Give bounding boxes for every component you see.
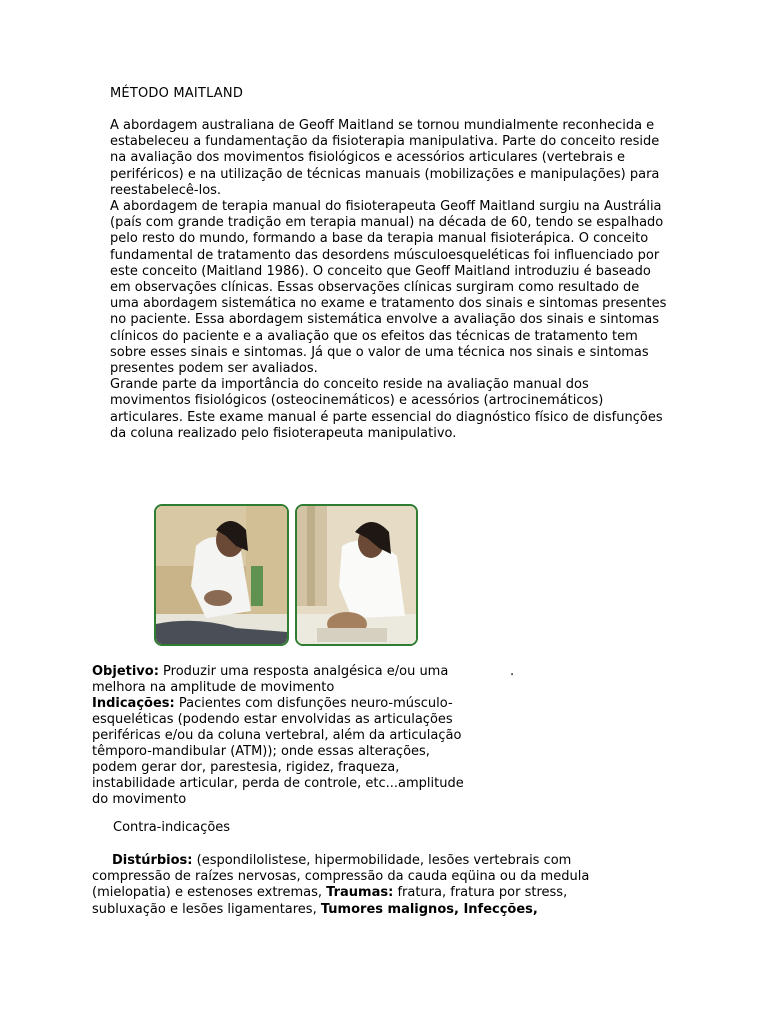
therapy-photo-knee bbox=[154, 504, 289, 646]
objetivo-label: Objetivo: bbox=[92, 664, 159, 679]
intro-paragraph: A abordagem australiana de Geoff Maitland se tornou mundialmente reconhecida e estabeleceu a fundamentação da fisioterapia manipulativa. Parte do conceito reside na avaliação dos movimentos fisiológicos e acessórios articulares (vertebrais e periféricos) e na utilização de técnicas manuais (mobilizações e manipulações) para reestabelecê-los. bbox=[110, 118, 660, 198]
indicacoes-text: Pacientes com disfunções neuro-músculo-esqueléticas (podendo estar envolvidas as articulações periféricas e/ou da coluna vertebral, além da articulação têmporo-mandibular (ATM)); onde essas alterações, podem gerar dor, parestesia, rigidez, fraqueza, instabilidade articular, perda de controle, etc...amplitude do movimento bbox=[92, 696, 464, 807]
therapy-photo-head bbox=[295, 504, 418, 646]
details-section bbox=[92, 664, 472, 808]
tumores-label: Tumores malignos, Infecções, bbox=[320, 901, 538, 917]
traumas-text: fratura, fratura por stress, subluxação e lesões ligamentares, bbox=[92, 885, 568, 917]
stray-dot: . bbox=[510, 664, 515, 679]
indicacoes-label: Indicações: bbox=[92, 696, 175, 711]
indicacoes-paragraph bbox=[92, 696, 472, 808]
disturbios-paragraph bbox=[92, 853, 632, 918]
disturbios-label: Distúrbios: bbox=[112, 853, 193, 868]
contra-indicacoes-heading: Contra-indicações bbox=[113, 820, 231, 835]
objetivo-paragraph bbox=[92, 664, 472, 696]
page-title: MÉTODO MAITLAND bbox=[110, 86, 244, 101]
objetivo-text: Produzir uma resposta analgésica e/ou uma melhora na amplitude de movimento bbox=[92, 664, 449, 695]
traumas-label: Traumas: bbox=[326, 885, 394, 901]
disturbios-text: (espondilolistese, hipermobilidade, lesões vertebrais com compressão de raízes nervosas, compressão da cauda eqüina ou da medula (mielopatia) e estenoses extremas, bbox=[92, 853, 590, 901]
intro-text bbox=[110, 118, 670, 442]
intro-paragraph: A abordagem de terapia manual do fisioterapeuta Geoff Maitland surgiu na Austrália (país com grande tradição em terapia manual) na década de 60, tendo se espalhado pelo resto do mundo, formando a base da terapia manual fisioterápica. O conceito fundamental de tratamento das desordens músculoesqueléticas foi influenciado por este conceito (Maitland 1986). O conceito que Geoff Maitland introduziu é baseado em observações clínicas. Essas observações clínicas surgiram como resultado de uma abordagem sistemática no exame e tratamento dos sinais e sintomas presentes no paciente. Essa abordagem sistemática envolve a avaliação dos sinais e sintomas clínicos do paciente e a avaliação que os efeitos das técnicas de tratamento tem sobre esses sinais e sintomas. Já que o valor de uma técnica nos sinais e sintomas presentes podem ser avaliados. bbox=[110, 199, 667, 377]
intro-paragraph: Grande parte da importância do conceito reside na avaliação manual dos movimentos fisiológicos (osteocinemáticos) e acessórios (artrocinemáticos) articulares. Este exame manual é parte essencial do diagnóstico físico de disfunções da coluna realizado pelo fisioterapeuta manipulativo. bbox=[110, 377, 663, 441]
